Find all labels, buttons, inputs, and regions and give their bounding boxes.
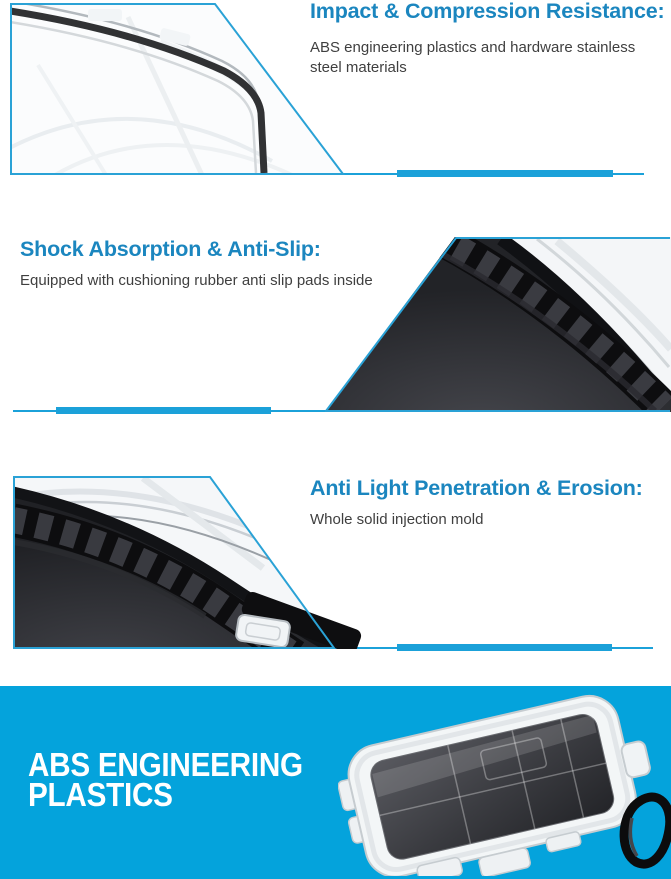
section3-body: Whole solid injection mold xyxy=(310,511,484,528)
section3-divider-accent-bar xyxy=(397,644,612,651)
banner-title xyxy=(28,746,303,813)
section3-heading: Anti Light Penetration & Erosion: xyxy=(310,476,643,500)
section1-body: ABS engineering plastics and hardware stainless steel materials xyxy=(310,39,636,76)
section1-heading: Impact & Compression Resistance: xyxy=(310,0,665,23)
section2-heading: Shock Absorption & Anti-Slip: xyxy=(20,237,321,261)
section2-body: Equipped with cushioning rubber anti slip pads inside xyxy=(20,272,373,289)
clear-case-lid-corner-photo xyxy=(10,3,346,175)
section1-divider-accent-bar xyxy=(397,170,613,177)
banner-title-line1: ABS ENGINEERING xyxy=(28,746,303,783)
carabiner xyxy=(624,797,670,864)
banner-title-line2: PLASTICS xyxy=(28,776,173,813)
abs-plastics-banner xyxy=(0,686,671,879)
section2-divider-accent-bar xyxy=(56,407,271,414)
waterproof-case-with-carabiner-photo xyxy=(338,690,671,876)
rubber-anti-slip-pad-photo xyxy=(325,237,671,412)
solid-injection-mold-interior-photo xyxy=(13,476,363,649)
